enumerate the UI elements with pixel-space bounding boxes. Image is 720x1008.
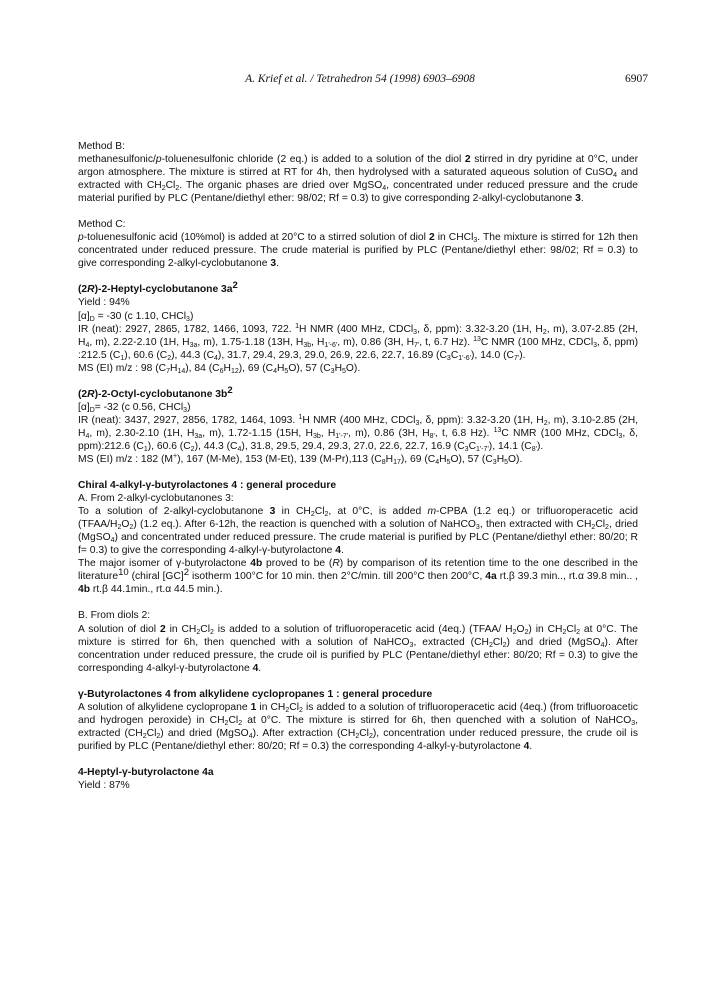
compound-4a-title: 4-Heptyl-γ-butyrolactone 4a <box>78 766 214 778</box>
procedure-cyclopropane-text: A solution of alkylidene cyclopropane 1 in $CH_2Cl_2$ is added to a solution of trifluoroperacetic acid (4eq.) (from trifluoroacetic and hydrogen peroxide) in $CH_2Cl_2$ at 0°C. The mixture is stirred for 6h, then quenched with a solution of NaHCO$_3$, extracted $(CH_2Cl_2)$ and dried (MgSO$_4$). After extraction $(CH_2Cl_2)$, concentration under reduced pressure, the crude oil is purified by PLC (Pentane/diethyl ether: 80/20; Rf = 0.3) the corresponding 4-alkyl-γ-butyrolactone 4. <box>78 701 639 752</box>
compound-3b-rotation: $[\alpha]_D= -32$ (c 0.56, CHCl$_3$) <box>78 401 191 414</box>
procedure-4-title: Chiral 4-alkyl-γ-butyrolactones 4 : general procedure <box>78 480 337 492</box>
procedure-4-b-heading: B. From diols 2: <box>78 610 151 622</box>
procedure-4-a-text: To a solution of 2-alkyl-cyclobutanone 3 in $CH_2Cl_2$, at 0°C, is added m-CPBA (1.2 eq.) or trifluoroperacetic acid $(TFAA/H_2O_2)$ (1.2 eq.). After 6-12h, the reaction is quenched with a solution of NaHCO$_3$, then extracted with $CH_2Cl_2$, dried (MgSO$_4$) and concentrated under reduced pressure. The crude material is purified by PLC (Pentane/diethyl ether: 80/20; R f= 0.3) to give the corresponding 4-alkyl-γ-butyrolactone 4. <box>78 506 638 557</box>
compound-3b-title: (2R)-2-Octyl-cyclobutanone $3b^2$ <box>78 384 233 400</box>
procedure-4-b-text: A solution of diol 2 in $CH_2Cl_2$ is added to a solution of trifluoroperacetic acid (4eq.) (TFAA/ $H_2O_2$) in $CH_2Cl_2$ at 0°C. The mixture is stirred for 6h, then quenched with a solution of NaHCO$_3$, extracted $(CH_2Cl_2)$ and dried (MgSO$_4$). After concentration under reduced pressure, the crude oil is purified by PLC (Pentane/diethyl ether: 80/20; Rf = 0.3) to give the corresponding 4-alkyl-γ-butyrolactone 4. <box>78 623 639 674</box>
method-b-text: methanesulfonic/p-toluenesulfonic chloride (2 eq.) is added to a solution of the diol 2 stirred in dry pyridine at 0°C, under argon atmosphere. The mixture is stirred at RT for 4h, then hydrolysed with a saturated aqueous solution of CuSO$_4$ and extracted with $CH_2Cl_2$. The organic phases are dried over MgSO$_4$, concentrated under reduced pressure and the crude material purified by PLC (Pentane/diethyl ether: 98/02; Rf = 0.3) to give corresponding 2-alkyl-cyclobutanone 3. <box>78 154 639 205</box>
page-number: 6907 <box>625 73 648 85</box>
running-header <box>0 73 720 89</box>
compound-3a-title: (2R)-2-Heptyl-cyclobutanone $3a^2$ <box>78 280 238 296</box>
compound-3b-spectra: IR (neat): 3437, 2927, 2856, 1782, 1464, 1093. $^1$H NMR (400 MHz, CDCl$_3$, δ, ppm): 3.32-3.20 (1H, $H_2$, m), 3.10-2.85 (2H, $H_4$, m), 2.30-2.10 (1H, $H_{3a}$, m), 1.72-1.15 (15H, $H_{3b}$, $H_{1'-7'}$, m), 0.86 (3H, $H_{8'}$, t, 6.8 Hz). $^{13}$C NMR (100 MHz, CDCl$_3$, δ, ppm):212.6 $(C_1)$, 60.6 $(C_2)$, 44.3 $(C_4)$, 31.8, 29.5, 29.4, 29.3, 27.0, 22.6, 22.7, 16.9 $(C_3C_{1'-7'})$, 14.1 $(C_{8'})$. <box>78 413 638 453</box>
compound-3b-ms: MS (EI) m/z : 182 (M+), 167 (M-Me), 153 (M-Et), 139 (M-Pr),113 $(C_8H_{17})$, 69 $(C_4H_5O)$, 57 $(C_3H_5O)$. <box>78 452 523 466</box>
method-c-text: p-toluenesulfonic acid (10%mol) is added at 20°C to a stirred solution of diol 2 in CHCl$_3$. The mixture is stirred for 12h then concentrated under reduced pressure. The crude material is purified by PLC (Pentane/diethyl ether: 98/02; Rf = 0.3) to give corresponding 2-alkyl-cyclobutanone 3. <box>78 232 638 270</box>
procedure-4-a-isomer-text: The major isomer of γ-butyrolactone 4b proved to be (R) by comparison of its retention time to the one described in the literature$^{10}$ (chiral [GC]$^2$ isotherm 100°C for 10 min. then 2°C/min. till 200°C then 200°C, 4a rt.β 39.3 min.., rt.α 39.8 min.. , 4b rt.β 44.1min., rt.α 44.5 min.). <box>78 558 638 596</box>
compound-3a-ms: MS (EI) m/z : 98 $(C_7H_{14})$, 84 $(C_6H_{12})$, 69 $(C_4H_5O)$, 57 $(C_3H_5O)$. <box>78 362 361 375</box>
compound-4a-yield: Yield : 87% <box>78 779 130 791</box>
article-body <box>78 140 638 792</box>
running-title: A. Krief et al. / Tetrahedron 54 (1998) 6903–6908 <box>245 73 475 85</box>
procedure-4-a-heading: A. From 2-alkyl-cyclobutanones 3: <box>78 493 234 505</box>
compound-3a-rotation: $[\alpha]_D = -30$ (c 1.10, CHCl$_3$) <box>78 310 194 323</box>
procedure-cyclopropane-title: γ-Butyrolactones 4 from alkylidene cyclopropanes 1 : general procedure <box>78 688 433 700</box>
compound-3a-spectra: IR (neat): 2927, 2865, 1782, 1466, 1093, 722. $^1$H NMR (400 MHz, CDCl$_3$, δ, ppm): 3.32-3.20 (1H, $H_2$, m), 3.07-2.85 (2H, $H_4$, m), 2.22-2.10 (1H, $H_{3a}$, m), 1.75-1.18 (13H, $H_{3b}$, $H_{1'-6'}$, m), 0.86 (3H, $H_{7'}$, t, 6.7 Hz). $^{13}$C NMR (100 MHz, CDCl$_3$, δ, ppm) :212.5 $(C_1)$, 60.6 $(C_2)$, 44.3 $(C_4)$, 31.7, 29.4, 29.3, 29.0, 26.9, 22.6, 22.7, 16.89 $(C_3C_{1'-6'})$, 14.0 $(C_{7'})$. <box>78 322 639 362</box>
method-c-heading: Method C: <box>78 219 126 231</box>
method-b-heading: Method B: <box>78 141 125 152</box>
compound-3a-yield: Yield : 94% <box>78 297 130 309</box>
